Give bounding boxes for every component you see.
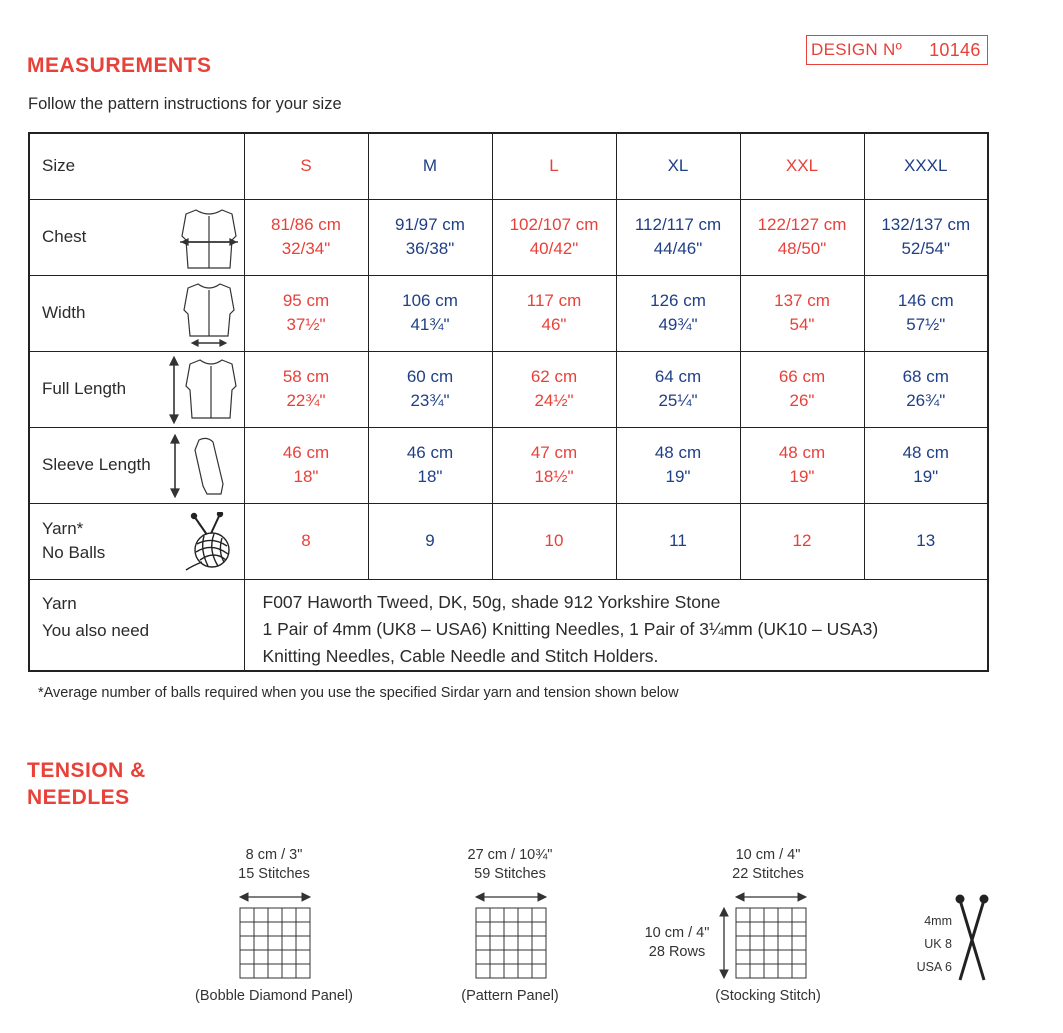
width-xl: 126 cm 49¾" — [616, 275, 740, 351]
swatch-3-measure: 10 cm / 4" 22 Stitches — [732, 847, 804, 882]
footnote: *Average number of balls required when you use the specified Sirdar yarn and tension shown below — [38, 685, 679, 701]
full-length-row — [29, 351, 988, 427]
also-need-label: You also need — [42, 620, 150, 640]
swatch-2-grid-icon — [474, 892, 548, 982]
measurements-table — [28, 132, 989, 672]
yarn-spec: F007 Haworth Tweed, DK, 50g, shade 912 Yorkshire Stone — [262, 591, 721, 612]
full-length-label: Full Length — [42, 379, 127, 398]
swatch-3-grid-icon — [716, 892, 808, 982]
width-label-cell — [29, 275, 244, 351]
width-l: 117 cm 46" — [492, 275, 616, 351]
chest-m: 91/97 cm 36/38" — [368, 199, 492, 275]
size-header-row — [29, 133, 988, 199]
chest-xxl: 122/127 cm 48/50" — [740, 199, 864, 275]
width-diagram-icon — [180, 280, 238, 348]
chest-label: Chest — [42, 227, 87, 246]
sleeve-m: 46 cm 18" — [368, 427, 492, 503]
sleeve-diagram-icon — [167, 434, 229, 498]
width-label: Width — [42, 303, 86, 322]
width-s: 95 cm 37½" — [244, 275, 368, 351]
full-length-label-cell — [29, 351, 244, 427]
yarn-balls-row — [29, 503, 988, 579]
chest-s: 81/86 cm 32/34" — [244, 199, 368, 275]
sleeve-s: 46 cm 18" — [244, 427, 368, 503]
size-label: Size — [42, 156, 76, 176]
width-row — [29, 275, 988, 351]
sleeve-xl: 48 cm 19" — [616, 427, 740, 503]
swatch-3-rows-measure: 10 cm / 4" 28 Rows — [644, 925, 710, 960]
balls-l: 10 — [492, 503, 616, 579]
chest-label-cell — [29, 199, 244, 275]
sleeve-xxxl: 48 cm 19" — [864, 427, 988, 503]
yarn-balls-label: Yarn* No Balls — [42, 519, 106, 562]
length-l: 62 cm 24½" — [492, 351, 616, 427]
size-m: M — [368, 133, 492, 199]
balls-xl: 11 — [616, 503, 740, 579]
swatch-2-measure: 27 cm / 10¾" 59 Stitches — [467, 847, 553, 882]
width-m: 106 cm 41¾" — [368, 275, 492, 351]
size-l: L — [492, 133, 616, 199]
tension-heading: TENSION & NEEDLES — [27, 759, 146, 809]
materials-row — [29, 579, 988, 671]
materials-label-cell — [29, 579, 244, 671]
sleeve-xxl: 48 cm 19" — [740, 427, 864, 503]
yarn-ball-icon — [180, 512, 238, 572]
swatch-1-caption: (Bobble Diamond Panel) — [195, 988, 353, 1004]
design-label: DESIGN Nº — [811, 40, 903, 59]
length-diagram-icon — [168, 356, 238, 424]
design-number-badge — [806, 35, 988, 65]
sleeve-length-label: Sleeve Length — [42, 455, 151, 474]
length-xxl: 66 cm 26" — [740, 351, 864, 427]
balls-m: 9 — [368, 503, 492, 579]
intro-text: Follow the pattern instructions for your size — [28, 95, 342, 113]
length-s: 58 cm 22¾" — [244, 351, 368, 427]
yarn-balls-label-cell — [29, 503, 244, 579]
length-m: 60 cm 23¾" — [368, 351, 492, 427]
sleeve-length-row — [29, 427, 988, 503]
chest-xxxl: 132/137 cm 52/54" — [864, 199, 988, 275]
chest-xl: 112/117 cm 44/46" — [616, 199, 740, 275]
length-xl: 64 cm 25¼" — [616, 351, 740, 427]
size-s: S — [244, 133, 368, 199]
needles-spec-2: Knitting Needles, Cable Needle and Stitch Holders. — [262, 645, 659, 666]
length-xxxl: 68 cm 26¾" — [864, 351, 988, 427]
design-number: 10146 — [929, 39, 981, 60]
needles-spec-1: 1 Pair of 4mm (UK8 – USA6) Knitting Needles, 1 Pair of 3¼mm (UK10 – USA3) — [262, 618, 879, 639]
size-label-cell — [29, 133, 244, 199]
swatch-3-caption: (Stocking Stitch) — [715, 988, 821, 1004]
size-xxxl: XXXL — [864, 133, 988, 199]
sleeve-length-label-cell — [29, 427, 244, 503]
yarn-label: Yarn — [42, 593, 77, 613]
size-xl: XL — [616, 133, 740, 199]
width-xxl: 137 cm 54" — [740, 275, 864, 351]
crossed-needles-icon — [954, 894, 990, 984]
sleeve-l: 47 cm 18½" — [492, 427, 616, 503]
needle-sizes: 4mm UK 8 USA 6 — [916, 914, 952, 974]
swatch-1-grid-icon — [238, 892, 312, 982]
swatch-2-caption: (Pattern Panel) — [461, 988, 559, 1004]
chest-l: 102/107 cm 40/42" — [492, 199, 616, 275]
chest-diagram-icon — [178, 206, 240, 270]
width-xxxl: 146 cm 57½" — [864, 275, 988, 351]
chest-row — [29, 199, 988, 275]
materials-text-cell — [244, 579, 988, 671]
balls-s: 8 — [244, 503, 368, 579]
balls-xxl: 12 — [740, 503, 864, 579]
page-title: MEASUREMENTS — [27, 54, 212, 77]
size-xxl: XXL — [740, 133, 864, 199]
balls-xxxl: 13 — [864, 503, 988, 579]
swatch-1-measure: 8 cm / 3" 15 Stitches — [238, 847, 310, 882]
